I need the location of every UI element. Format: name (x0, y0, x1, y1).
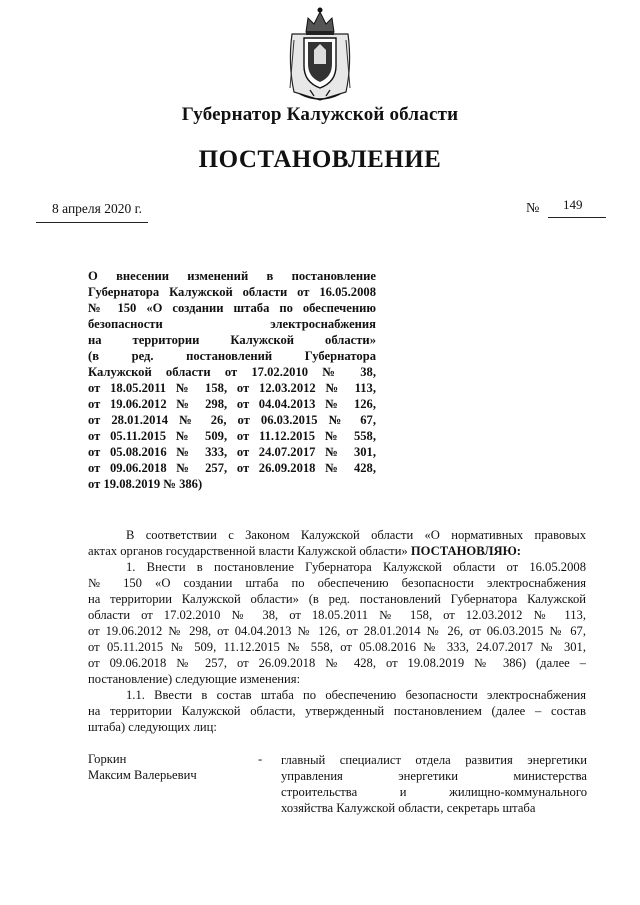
item11-line: 1.1. Ввести в состав штаба по обеспечению безопасности электроснабжения (126, 688, 586, 702)
subject-line: Калужской области от 17.02.2010 № 38, (88, 365, 376, 379)
issuing-authority-title: Губернатор Калужской области (181, 104, 459, 125)
item1-line: от 19.06.2012 № 298, от 04.04.2013 № 126, от 28.01.2014 № 26, от 06.03.2015 № 67, (88, 624, 586, 638)
document-body (88, 527, 586, 735)
item1-line: 1. Внести в постановление Губернатора Калужской области от 16.05.2008 (126, 560, 586, 574)
person-last-name: Горкин (88, 752, 127, 766)
role-line: главный специалист отдела развития энергетики (281, 753, 587, 767)
number-underline (548, 217, 606, 218)
subject-line: от 05.11.2015 № 509, от 11.12.2015 № 558, (88, 429, 376, 443)
item1-line: на территории Калужской области» (в ред. постановлений Губернатора Калужской (88, 592, 586, 606)
subject-line: от 18.05.2011 № 158, от 12.03.2012 № 113, (88, 381, 376, 395)
role-line: строительства и жилищно-коммунального (281, 785, 587, 799)
subject-line: от 05.08.2016 № 333, от 24.07.2017 № 301, (88, 445, 376, 459)
resolution-keyword: ПОСТАНОВЛЯЮ: (410, 544, 521, 558)
preamble-text: актах органов государственной власти Калужской области» (88, 544, 408, 558)
date-underline (36, 222, 148, 223)
document-subject (88, 268, 376, 492)
item1-line: № 150 «О создании штаба по обеспечению безопасности электроснабжения (88, 576, 586, 590)
document-type-title: ПОСТАНОВЛЕНИЕ (198, 146, 442, 173)
preamble-line (88, 543, 586, 559)
subject-line: Губернатора Калужской области от 16.05.2008 (88, 285, 376, 299)
subject-line: (в ред. постановлений Губернатора (88, 349, 376, 363)
role-line: хозяйства Калужской области, секретарь штаба (281, 801, 536, 815)
person-first-names: Максим Валерьевич (88, 768, 197, 782)
item11-line: штаба) следующих лиц: (88, 720, 217, 734)
subject-line: на территории Калужской области» (88, 333, 376, 347)
subject-line: О внесении изменений в постановление (88, 269, 376, 283)
person-dash: - (258, 752, 263, 766)
item1-line: области от 17.02.2010 № 38, от 18.05.2011 № 158, от 12.03.2012 № 113, (88, 608, 586, 622)
subject-line: № 150 «О создании штаба по обеспечению (88, 301, 376, 315)
subject-line: безопасности электроснабжения (88, 317, 376, 331)
item1-line: от 05.11.2015 № 509, 11.12.2015 № 558, от 05.08.2016 № 333, 24.07.2017 № 301, (88, 640, 586, 654)
subject-line: от 09.06.2018 № 257, от 26.09.2018 № 428, (88, 461, 376, 475)
role-line: управления энергетики министерства (281, 769, 587, 783)
person-role (281, 752, 587, 816)
document-number: 149 (563, 197, 583, 212)
item11-line: на территории Калужской области, утвержденный постановлением (далее – состав (88, 704, 586, 718)
subject-line: от 19.06.2012 № 298, от 04.04.2013 № 126, (88, 397, 376, 411)
coat-of-arms-emblem (284, 4, 356, 104)
number-sign: № (526, 201, 540, 216)
preamble-line: В соответствии с Законом Калужской области «О нормативных правовых (126, 528, 586, 542)
subject-line: от 28.01.2014 № 26, от 06.03.2015 № 67, (88, 413, 376, 427)
document-date: 8 апреля 2020 г. (52, 201, 142, 216)
item1-line: от 09.06.2018 № 257, от 26.09.2018 № 428, от 19.08.2019 № 386) (далее – (88, 656, 586, 670)
item1-line: постановление) следующие изменения: (88, 672, 301, 686)
subject-line: от 19.08.2019 № 386) (88, 477, 203, 491)
